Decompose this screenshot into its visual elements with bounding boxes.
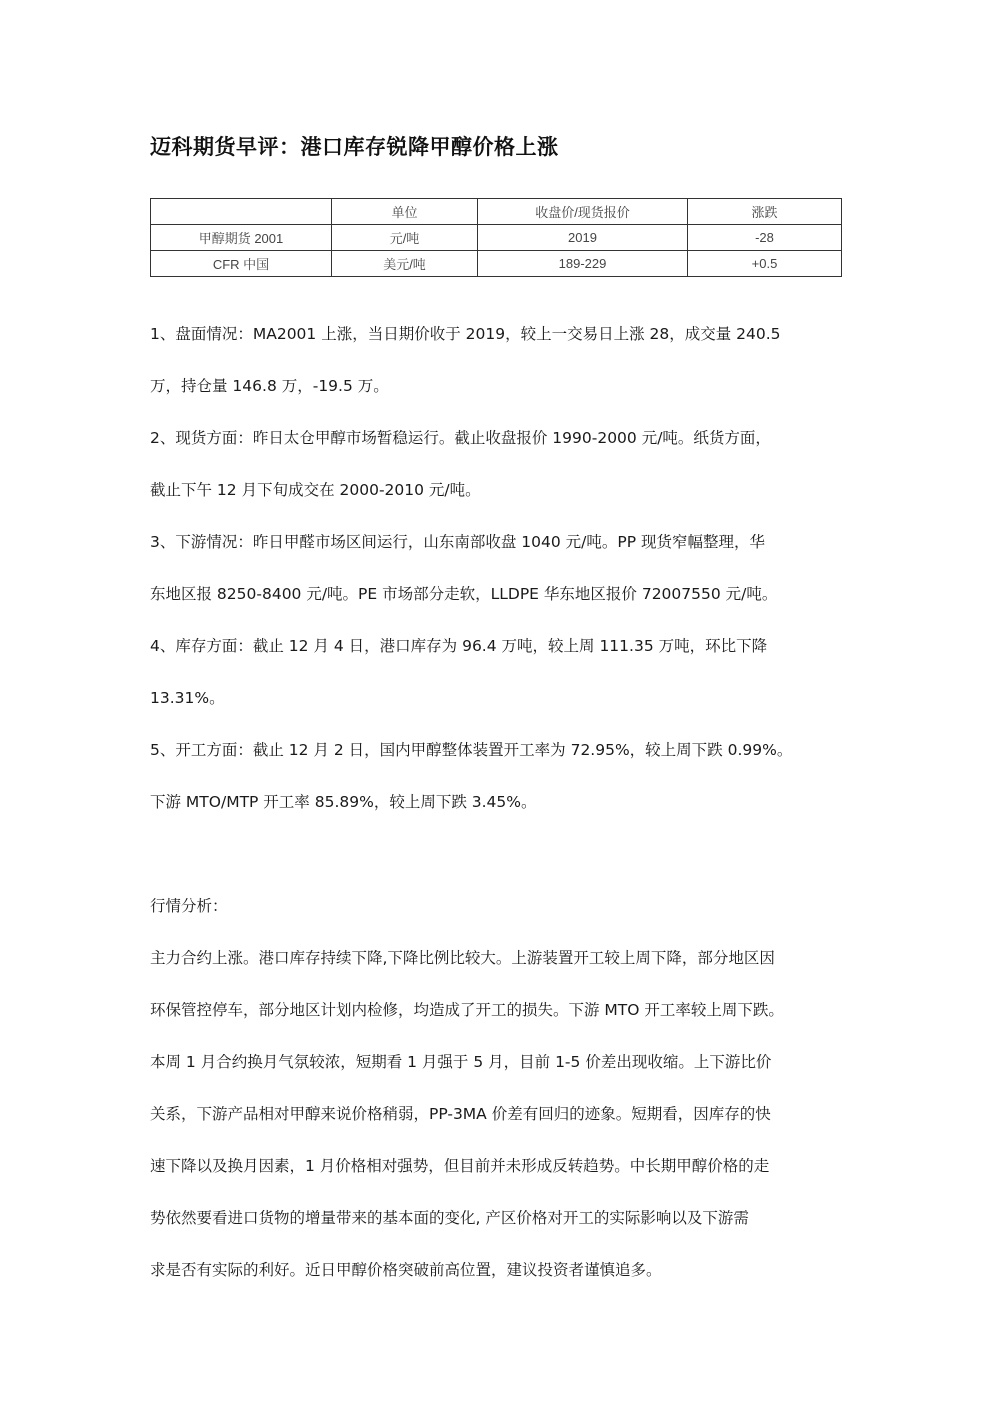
- table-cell: 美元/吨: [332, 251, 478, 277]
- text-line: 4、库存方面：截止 12 月 4 日，港口库存为 96.4 万吨，较上周 111.35 万吨，环比下降: [150, 637, 768, 655]
- table-cell: 甲醇期货 2001: [151, 225, 332, 251]
- text-line: 1、盘面情况：MA2001 上涨，当日期价收于 2019，较上一交易日上涨 28，成交量 240.5: [150, 325, 781, 343]
- text-line: 环保管控停车，部分地区计划内检修，均造成了开工的损失。下游 MTO 开工率较上周下跌。: [150, 1001, 784, 1019]
- table-header-cell: [151, 199, 332, 225]
- text-line: 2、现货方面：昨日太仓甲醇市场暂稳运行。截止收盘报价 1990-2000 元/吨。纸货方面，: [150, 429, 771, 447]
- table-header-cell: 单位: [332, 199, 478, 225]
- text-line: 速下降以及换月因素，1 月价格相对强势，但目前并未形成反转趋势。中长期甲醇价格的走: [150, 1157, 770, 1175]
- table-row: [151, 251, 842, 277]
- table-cell: 元/吨: [332, 225, 478, 251]
- table-cell: +0.5: [688, 251, 842, 277]
- table-header-cell: 收盘价/现货报价: [478, 199, 688, 225]
- text-line: 13.31%。: [150, 689, 225, 707]
- text-line: 关系，下游产品相对甲醇来说价格稍弱，PP-3MA 价差有回归的迹象。短期看，因库存的快: [150, 1105, 771, 1123]
- text-line: 本周 1 月合约换月气氛较浓，短期看 1 月强于 5 月，目前 1-5 价差出现收缩。上下游比价: [150, 1053, 772, 1071]
- table-header-row: [151, 199, 842, 225]
- table-cell: CFR 中国: [151, 251, 332, 277]
- table-cell: -28: [688, 225, 842, 251]
- table-cell: 2019: [478, 225, 688, 251]
- text-line: 势依然要看进口货物的增量带来的基本面的变化, 产区价格对开工的实际影响以及下游需: [150, 1209, 749, 1227]
- table-cell: 189-229: [478, 251, 688, 277]
- text-line: 5、开工方面：截止 12 月 2 日，国内甲醇整体装置开工率为 72.95%，较上周下跌 0.99%。: [150, 741, 793, 759]
- text-line: 东地区报 8250-8400 元/吨。PE 市场部分走软，LLDPE 华东地区报价 72007550 元/吨。: [150, 585, 778, 603]
- text-line: 主力合约上涨。港口库存持续下降,下降比例比较大。上游装置开工较上周下降，部分地区因: [150, 949, 775, 967]
- text-line: 截止下午 12 月下旬成交在 2000-2010 元/吨。: [150, 481, 481, 499]
- text-line: 求是否有实际的利好。近日甲醇价格突破前高位置，建议投资者谨慎追多。: [150, 1261, 662, 1279]
- text-line: 下游 MTO/MTP 开工率 85.89%，较上周下跌 3.45%。: [150, 793, 537, 811]
- table-header-cell: 涨跌: [688, 199, 842, 225]
- section-heading: 行情分析：: [150, 897, 228, 915]
- price-table: [150, 198, 842, 277]
- text-line: 万，持仓量 146.8 万，-19.5 万。: [150, 377, 389, 395]
- text-line: 3、下游情况：昨日甲醛市场区间运行，山东南部收盘 1040 元/吨。PP 现货窄幅整理，华: [150, 533, 766, 551]
- table-row: [151, 225, 842, 251]
- page-title: 迈科期货早评：港口库存锐降甲醇价格上涨: [150, 135, 559, 159]
